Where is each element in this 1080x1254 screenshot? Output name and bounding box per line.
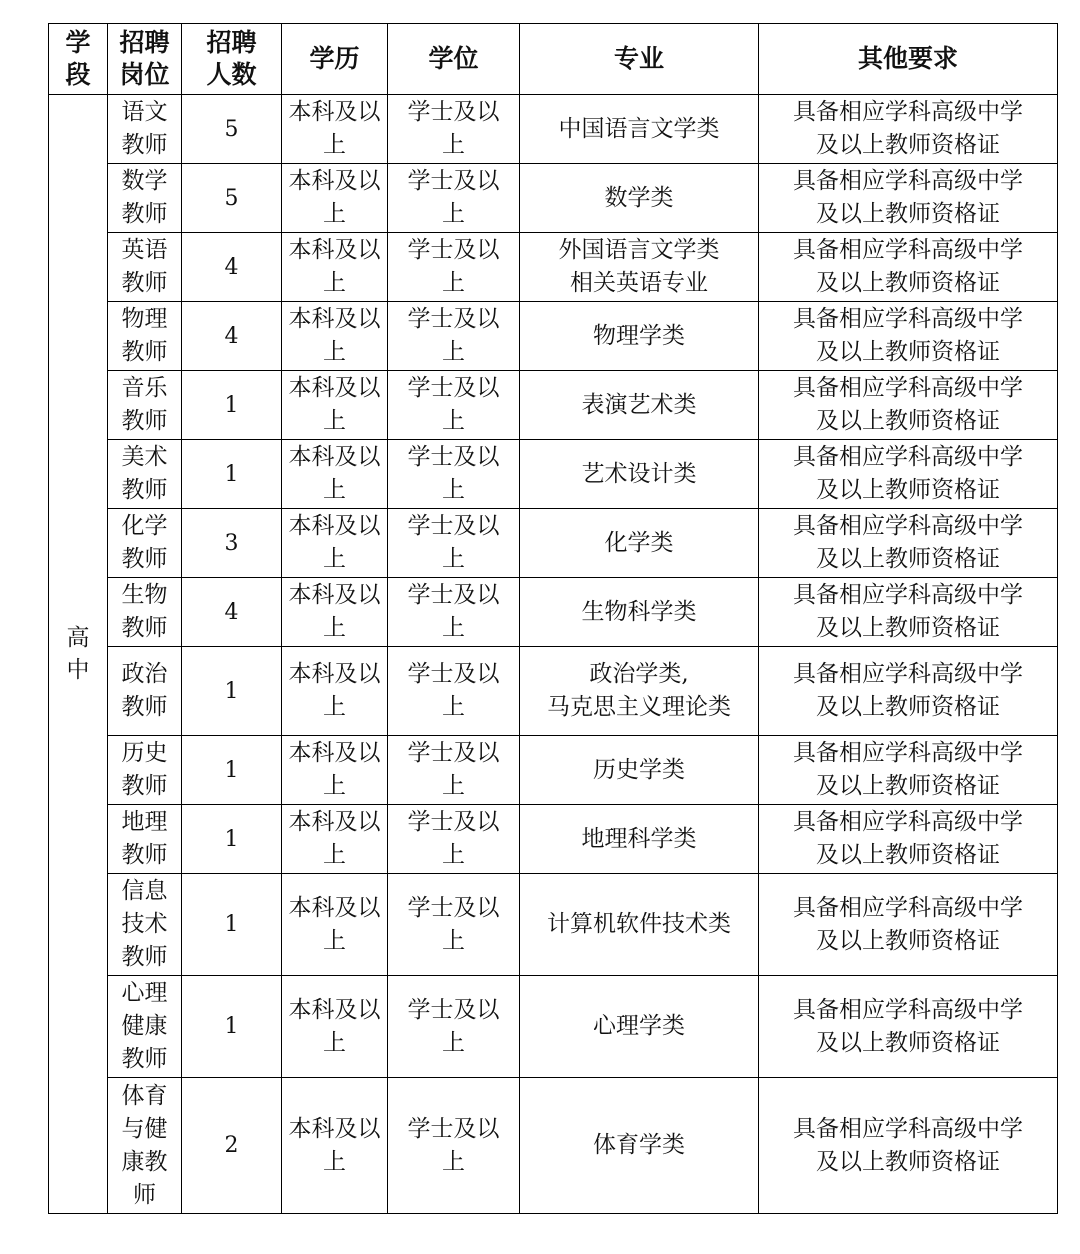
count-cell: 1: [182, 371, 282, 440]
count-cell: 1: [182, 874, 282, 976]
position-cell: 地理教师: [108, 805, 182, 874]
degree-cell: 学士及以上: [388, 233, 520, 302]
table-row: [49, 976, 1058, 1078]
major-line: 心理学类: [593, 1013, 685, 1039]
major-cell: [520, 509, 759, 578]
recruitment-table: [48, 23, 1058, 1214]
table-row: [49, 647, 1058, 736]
count-cell: 5: [182, 164, 282, 233]
header-other: 其他要求: [759, 24, 1058, 95]
count-cell: 1: [182, 805, 282, 874]
degree-cell: 学士及以上: [388, 1078, 520, 1214]
major-line: 物理学类: [593, 322, 685, 349]
table-row: [49, 164, 1058, 233]
other-requirements-cell: 具备相应学科高级中学及以上教师资格证: [759, 647, 1058, 736]
major-cell: [520, 302, 759, 371]
count-cell: 4: [182, 578, 282, 647]
education-cell: 本科及以上: [282, 647, 388, 736]
major-line: 历史学类: [593, 756, 685, 783]
major-line: 马克思主义理论类: [547, 694, 731, 720]
other-requirements-cell: 具备相应学科高级中学及以上教师资格证: [759, 874, 1058, 976]
major-line: 政治学类,: [589, 661, 689, 687]
header-degree: 学位: [388, 24, 520, 95]
major-line: 中国语言文学类: [558, 115, 720, 142]
major-cell: [520, 1078, 759, 1214]
major-cell: [520, 578, 759, 647]
major-line: 相关英语专业: [570, 270, 708, 296]
major-cell: [520, 440, 759, 509]
position-cell: 音乐教师: [108, 371, 182, 440]
header-count: 招聘人数: [182, 24, 282, 95]
education-cell: 本科及以上: [282, 976, 388, 1078]
table-row: [49, 371, 1058, 440]
position-cell: 化学教师: [108, 509, 182, 578]
other-requirements-cell: 具备相应学科高级中学及以上教师资格证: [759, 164, 1058, 233]
education-cell: 本科及以上: [282, 1078, 388, 1214]
position-cell: 体育与健康教师: [108, 1078, 182, 1214]
count-cell: 1: [182, 976, 282, 1078]
position-cell: 数学教师: [108, 164, 182, 233]
table-row: [49, 95, 1058, 164]
degree-cell: 学士及以上: [388, 302, 520, 371]
education-cell: 本科及以上: [282, 874, 388, 976]
header-position: 招聘岗位: [108, 24, 182, 95]
other-requirements-cell: 具备相应学科高级中学及以上教师资格证: [759, 371, 1058, 440]
major-line: 化学类: [604, 529, 674, 556]
degree-cell: 学士及以上: [388, 736, 520, 805]
major-line: 体育学类: [593, 1132, 685, 1158]
header-row: [49, 24, 1058, 95]
table-row: [49, 440, 1058, 509]
degree-cell: 学士及以上: [388, 976, 520, 1078]
education-cell: 本科及以上: [282, 805, 388, 874]
major-line: 地理科学类: [581, 825, 697, 852]
education-cell: 本科及以上: [282, 95, 388, 164]
major-line: 数学类: [604, 184, 674, 211]
other-requirements-cell: 具备相应学科高级中学及以上教师资格证: [759, 736, 1058, 805]
degree-cell: 学士及以上: [388, 805, 520, 874]
major-cell: [520, 874, 759, 976]
position-cell: 语文教师: [108, 95, 182, 164]
position-cell: 英语教师: [108, 233, 182, 302]
count-cell: 1: [182, 647, 282, 736]
degree-cell: 学士及以上: [388, 371, 520, 440]
other-requirements-cell: 具备相应学科高级中学及以上教师资格证: [759, 233, 1058, 302]
degree-cell: 学士及以上: [388, 95, 520, 164]
table-row: [49, 302, 1058, 371]
header-stage: 学段: [49, 24, 108, 95]
other-requirements-cell: 具备相应学科高级中学及以上教师资格证: [759, 805, 1058, 874]
major-line: 外国语言文学类: [558, 237, 720, 263]
position-cell: 历史教师: [108, 736, 182, 805]
major-line: 表演艺术类: [581, 391, 697, 418]
education-cell: 本科及以上: [282, 233, 388, 302]
major-line: 生物科学类: [581, 598, 697, 625]
education-cell: 本科及以上: [282, 302, 388, 371]
table-row: [49, 805, 1058, 874]
education-cell: 本科及以上: [282, 440, 388, 509]
education-cell: 本科及以上: [282, 164, 388, 233]
other-requirements-cell: 具备相应学科高级中学及以上教师资格证: [759, 302, 1058, 371]
major-cell: [520, 371, 759, 440]
table-row: [49, 509, 1058, 578]
position-cell: 信息技术教师: [108, 874, 182, 976]
major-cell: [520, 164, 759, 233]
major-line: 艺术设计类: [581, 460, 697, 487]
other-requirements-cell: 具备相应学科高级中学及以上教师资格证: [759, 976, 1058, 1078]
other-requirements-cell: 具备相应学科高级中学及以上教师资格证: [759, 1078, 1058, 1214]
education-cell: 本科及以上: [282, 736, 388, 805]
major-cell: [520, 805, 759, 874]
position-cell: 生物教师: [108, 578, 182, 647]
other-requirements-cell: 具备相应学科高级中学及以上教师资格证: [759, 578, 1058, 647]
degree-cell: 学士及以上: [388, 578, 520, 647]
header-major: 专业: [520, 24, 759, 95]
other-requirements-cell: 具备相应学科高级中学及以上教师资格证: [759, 95, 1058, 164]
position-cell: 美术教师: [108, 440, 182, 509]
other-requirements-cell: 具备相应学科高级中学及以上教师资格证: [759, 440, 1058, 509]
education-cell: 本科及以上: [282, 509, 388, 578]
degree-cell: 学士及以上: [388, 164, 520, 233]
position-cell: 政治教师: [108, 647, 182, 736]
table-body: [49, 95, 1058, 1214]
stage-cell: 高中: [49, 95, 108, 1214]
table-row: [49, 578, 1058, 647]
major-cell: [520, 95, 759, 164]
count-cell: 5: [182, 95, 282, 164]
other-requirements-cell: 具备相应学科高级中学及以上教师资格证: [759, 509, 1058, 578]
table-row: [49, 1078, 1058, 1214]
degree-cell: 学士及以上: [388, 440, 520, 509]
position-cell: 物理教师: [108, 302, 182, 371]
table-row: [49, 874, 1058, 976]
header-education: 学历: [282, 24, 388, 95]
major-cell: [520, 233, 759, 302]
position-cell: 心理健康教师: [108, 976, 182, 1078]
count-cell: 1: [182, 736, 282, 805]
major-cell: [520, 976, 759, 1078]
major-cell: [520, 736, 759, 805]
table-row: [49, 736, 1058, 805]
education-cell: 本科及以上: [282, 578, 388, 647]
degree-cell: 学士及以上: [388, 647, 520, 736]
count-cell: 4: [182, 302, 282, 371]
count-cell: 4: [182, 233, 282, 302]
table-row: [49, 233, 1058, 302]
count-cell: 3: [182, 509, 282, 578]
major-cell: [520, 647, 759, 736]
education-cell: 本科及以上: [282, 371, 388, 440]
count-cell: 2: [182, 1078, 282, 1214]
count-cell: 1: [182, 440, 282, 509]
degree-cell: 学士及以上: [388, 874, 520, 976]
degree-cell: 学士及以上: [388, 509, 520, 578]
major-line: 计算机软件技术类: [547, 911, 731, 937]
